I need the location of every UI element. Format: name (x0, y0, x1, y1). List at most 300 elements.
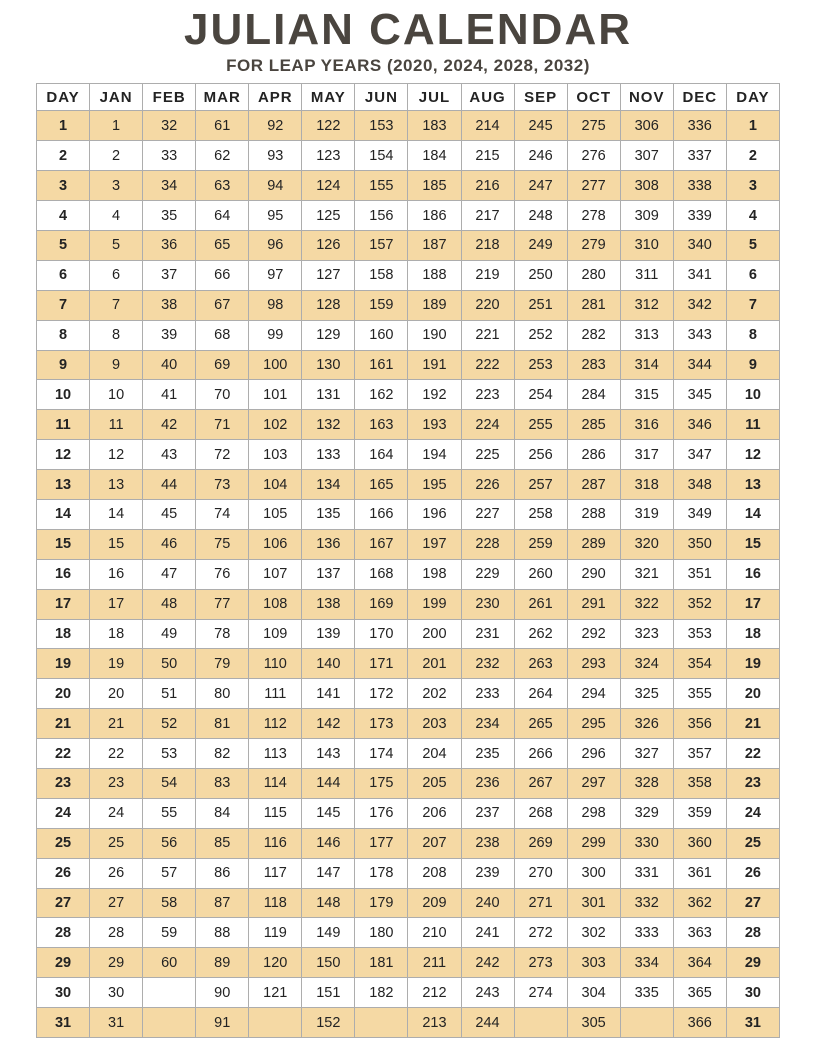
julian-value-cell: 360 (673, 828, 726, 858)
julian-value-cell: 349 (673, 499, 726, 529)
day-cell: 26 (37, 858, 90, 888)
julian-value-cell: 281 (567, 290, 620, 320)
julian-value-cell: 101 (249, 380, 302, 410)
julian-value-cell: 261 (514, 589, 567, 619)
julian-value-cell: 346 (673, 410, 726, 440)
julian-value-cell: 158 (355, 260, 408, 290)
julian-value-cell: 189 (408, 290, 461, 320)
julian-value-cell: 74 (196, 499, 249, 529)
julian-value-cell: 92 (249, 111, 302, 141)
julian-value-cell: 25 (90, 828, 143, 858)
julian-value-cell: 89 (196, 948, 249, 978)
table-row (37, 918, 780, 948)
julian-value-cell: 3 (90, 171, 143, 201)
table-row (37, 440, 780, 470)
julian-value-cell: 97 (249, 260, 302, 290)
julian-value-cell: 32 (143, 111, 196, 141)
julian-value-cell: 12 (90, 440, 143, 470)
julian-value-cell: 298 (567, 798, 620, 828)
julian-value-cell: 233 (461, 679, 514, 709)
julian-value-cell: 304 (567, 978, 620, 1008)
julian-value-cell: 187 (408, 230, 461, 260)
julian-value-cell: 318 (620, 470, 673, 500)
julian-value-cell: 210 (408, 918, 461, 948)
julian-value-cell: 136 (302, 529, 355, 559)
julian-value-cell: 317 (620, 440, 673, 470)
julian-value-cell: 314 (620, 350, 673, 380)
julian-value-cell: 13 (90, 470, 143, 500)
julian-value-cell: 6 (90, 260, 143, 290)
julian-value-cell: 131 (302, 380, 355, 410)
julian-value-cell: 264 (514, 679, 567, 709)
day-cell: 17 (726, 589, 779, 619)
julian-value-cell: 242 (461, 948, 514, 978)
julian-value-cell: 91 (196, 1008, 249, 1038)
julian-value-cell: 37 (143, 260, 196, 290)
julian-value-cell: 86 (196, 858, 249, 888)
julian-value-cell: 193 (408, 410, 461, 440)
day-cell: 23 (37, 768, 90, 798)
julian-value-cell (620, 1008, 673, 1038)
julian-value-cell: 278 (567, 201, 620, 231)
julian-value-cell: 333 (620, 918, 673, 948)
day-cell: 25 (37, 828, 90, 858)
julian-value-cell: 275 (567, 111, 620, 141)
julian-value-cell: 325 (620, 679, 673, 709)
julian-value-cell: 134 (302, 470, 355, 500)
day-cell: 20 (37, 679, 90, 709)
julian-value-cell: 115 (249, 798, 302, 828)
julian-value-cell: 290 (567, 559, 620, 589)
julian-value-cell: 96 (249, 230, 302, 260)
day-cell: 10 (37, 380, 90, 410)
julian-value-cell: 311 (620, 260, 673, 290)
julian-value-cell: 168 (355, 559, 408, 589)
julian-value-cell: 236 (461, 768, 514, 798)
julian-value-cell: 328 (620, 768, 673, 798)
julian-value-cell: 213 (408, 1008, 461, 1038)
julian-value-cell: 347 (673, 440, 726, 470)
julian-value-cell: 155 (355, 171, 408, 201)
julian-value-cell: 139 (302, 619, 355, 649)
julian-value-cell: 345 (673, 380, 726, 410)
julian-value-cell: 90 (196, 978, 249, 1008)
julian-value-cell: 296 (567, 739, 620, 769)
julian-value-cell: 231 (461, 619, 514, 649)
table-row (37, 470, 780, 500)
table-row (37, 948, 780, 978)
julian-value-cell: 61 (196, 111, 249, 141)
julian-value-cell: 176 (355, 798, 408, 828)
julian-value-cell: 81 (196, 709, 249, 739)
table-row (37, 230, 780, 260)
julian-value-cell: 241 (461, 918, 514, 948)
julian-value-cell: 112 (249, 709, 302, 739)
julian-value-cell: 8 (90, 320, 143, 350)
julian-value-cell: 316 (620, 410, 673, 440)
day-cell: 5 (726, 230, 779, 260)
julian-value-cell: 166 (355, 499, 408, 529)
julian-value-cell: 38 (143, 290, 196, 320)
julian-value-cell: 199 (408, 589, 461, 619)
julian-value-cell: 107 (249, 559, 302, 589)
day-cell: 12 (37, 440, 90, 470)
julian-value-cell: 350 (673, 529, 726, 559)
julian-value-cell: 104 (249, 470, 302, 500)
julian-value-cell: 224 (461, 410, 514, 440)
julian-value-cell: 272 (514, 918, 567, 948)
julian-value-cell: 324 (620, 649, 673, 679)
julian-value-cell: 225 (461, 440, 514, 470)
julian-value-cell: 2 (90, 141, 143, 171)
julian-value-cell: 251 (514, 290, 567, 320)
julian-value-cell: 65 (196, 230, 249, 260)
julian-value-cell: 362 (673, 888, 726, 918)
column-header: AUG (461, 84, 514, 111)
julian-value-cell: 343 (673, 320, 726, 350)
table-body (37, 111, 780, 1038)
julian-value-cell: 36 (143, 230, 196, 260)
julian-value-cell: 117 (249, 858, 302, 888)
julian-value-cell: 111 (249, 679, 302, 709)
julian-value-cell: 284 (567, 380, 620, 410)
day-cell: 18 (37, 619, 90, 649)
julian-value-cell: 132 (302, 410, 355, 440)
day-cell: 7 (726, 290, 779, 320)
julian-value-cell: 175 (355, 768, 408, 798)
julian-value-cell: 330 (620, 828, 673, 858)
julian-value-cell: 126 (302, 230, 355, 260)
julian-value-cell: 56 (143, 828, 196, 858)
julian-value-cell: 306 (620, 111, 673, 141)
julian-value-cell: 246 (514, 141, 567, 171)
julian-value-cell: 277 (567, 171, 620, 201)
day-cell: 6 (726, 260, 779, 290)
julian-value-cell: 182 (355, 978, 408, 1008)
julian-value-cell: 221 (461, 320, 514, 350)
julian-value-cell: 357 (673, 739, 726, 769)
column-header: DEC (673, 84, 726, 111)
day-cell: 9 (726, 350, 779, 380)
julian-value-cell: 295 (567, 709, 620, 739)
day-cell: 9 (37, 350, 90, 380)
day-cell: 3 (37, 171, 90, 201)
julian-value-cell: 201 (408, 649, 461, 679)
julian-value-cell: 180 (355, 918, 408, 948)
julian-value-cell: 244 (461, 1008, 514, 1038)
julian-value-cell: 162 (355, 380, 408, 410)
table-row (37, 649, 780, 679)
julian-value-cell: 329 (620, 798, 673, 828)
julian-value-cell: 196 (408, 499, 461, 529)
julian-value-cell: 23 (90, 768, 143, 798)
table-row (37, 141, 780, 171)
julian-value-cell: 100 (249, 350, 302, 380)
julian-value-cell: 58 (143, 888, 196, 918)
julian-value-cell (514, 1008, 567, 1038)
julian-value-cell: 294 (567, 679, 620, 709)
julian-value-cell: 30 (90, 978, 143, 1008)
julian-value-cell: 334 (620, 948, 673, 978)
julian-value-cell: 149 (302, 918, 355, 948)
julian-value-cell: 124 (302, 171, 355, 201)
julian-value-cell: 354 (673, 649, 726, 679)
julian-calendar-table (36, 83, 780, 1038)
julian-value-cell: 320 (620, 529, 673, 559)
table-row (37, 320, 780, 350)
julian-value-cell: 327 (620, 739, 673, 769)
column-header: APR (249, 84, 302, 111)
table-row (37, 858, 780, 888)
day-cell: 14 (726, 499, 779, 529)
julian-value-cell: 150 (302, 948, 355, 978)
julian-value-cell: 106 (249, 529, 302, 559)
julian-value-cell: 140 (302, 649, 355, 679)
julian-value-cell: 364 (673, 948, 726, 978)
julian-value-cell: 154 (355, 141, 408, 171)
julian-value-cell: 262 (514, 619, 567, 649)
julian-value-cell: 46 (143, 529, 196, 559)
julian-value-cell: 28 (90, 918, 143, 948)
day-cell: 19 (37, 649, 90, 679)
julian-value-cell: 190 (408, 320, 461, 350)
table-row (37, 888, 780, 918)
julian-value-cell: 356 (673, 709, 726, 739)
julian-value-cell: 70 (196, 380, 249, 410)
julian-value-cell: 238 (461, 828, 514, 858)
julian-value-cell: 215 (461, 141, 514, 171)
julian-value-cell: 279 (567, 230, 620, 260)
julian-value-cell: 16 (90, 559, 143, 589)
day-cell: 20 (726, 679, 779, 709)
table-row (37, 589, 780, 619)
julian-value-cell: 313 (620, 320, 673, 350)
julian-value-cell: 102 (249, 410, 302, 440)
julian-value-cell: 146 (302, 828, 355, 858)
julian-value-cell: 179 (355, 888, 408, 918)
julian-value-cell: 77 (196, 589, 249, 619)
julian-value-cell: 340 (673, 230, 726, 260)
julian-value-cell: 331 (620, 858, 673, 888)
julian-value-cell: 110 (249, 649, 302, 679)
julian-value-cell: 226 (461, 470, 514, 500)
julian-value-cell: 105 (249, 499, 302, 529)
table-row (37, 410, 780, 440)
julian-value-cell: 302 (567, 918, 620, 948)
table-row (37, 798, 780, 828)
julian-value-cell: 10 (90, 380, 143, 410)
julian-value-cell: 71 (196, 410, 249, 440)
julian-value-cell: 280 (567, 260, 620, 290)
julian-value-cell: 26 (90, 858, 143, 888)
julian-value-cell: 336 (673, 111, 726, 141)
julian-value-cell: 78 (196, 619, 249, 649)
table-row (37, 171, 780, 201)
column-header: MAR (196, 84, 249, 111)
day-cell: 30 (37, 978, 90, 1008)
table-row (37, 828, 780, 858)
julian-value-cell: 245 (514, 111, 567, 141)
julian-value-cell: 4 (90, 201, 143, 231)
julian-value-cell: 18 (90, 619, 143, 649)
julian-value-cell: 52 (143, 709, 196, 739)
day-cell: 13 (37, 470, 90, 500)
julian-value-cell: 31 (90, 1008, 143, 1038)
table-row (37, 260, 780, 290)
julian-value-cell: 157 (355, 230, 408, 260)
julian-value-cell: 286 (567, 440, 620, 470)
julian-value-cell: 252 (514, 320, 567, 350)
julian-value-cell: 153 (355, 111, 408, 141)
day-cell: 24 (37, 798, 90, 828)
julian-value-cell: 161 (355, 350, 408, 380)
day-cell: 23 (726, 768, 779, 798)
julian-value-cell: 212 (408, 978, 461, 1008)
julian-value-cell: 144 (302, 768, 355, 798)
julian-value-cell: 271 (514, 888, 567, 918)
julian-value-cell: 291 (567, 589, 620, 619)
julian-value-cell: 143 (302, 739, 355, 769)
day-cell: 29 (726, 948, 779, 978)
julian-value-cell: 289 (567, 529, 620, 559)
page-subtitle: FOR LEAP YEARS (2020, 2024, 2028, 2032) (226, 56, 590, 76)
julian-value-cell: 181 (355, 948, 408, 978)
julian-value-cell: 76 (196, 559, 249, 589)
julian-value-cell: 128 (302, 290, 355, 320)
julian-value-cell: 197 (408, 529, 461, 559)
julian-value-cell: 342 (673, 290, 726, 320)
table-row (37, 290, 780, 320)
julian-value-cell: 219 (461, 260, 514, 290)
julian-value-cell: 120 (249, 948, 302, 978)
julian-value-cell: 45 (143, 499, 196, 529)
julian-value-cell: 274 (514, 978, 567, 1008)
julian-value-cell: 40 (143, 350, 196, 380)
julian-value-cell: 265 (514, 709, 567, 739)
julian-value-cell: 72 (196, 440, 249, 470)
day-cell: 25 (726, 828, 779, 858)
julian-value-cell: 164 (355, 440, 408, 470)
julian-value-cell: 35 (143, 201, 196, 231)
julian-value-cell: 339 (673, 201, 726, 231)
julian-value-cell: 167 (355, 529, 408, 559)
day-cell: 1 (37, 111, 90, 141)
julian-value-cell: 293 (567, 649, 620, 679)
day-cell: 28 (37, 918, 90, 948)
julian-value-cell: 19 (90, 649, 143, 679)
julian-value-cell: 85 (196, 828, 249, 858)
julian-value-cell: 15 (90, 529, 143, 559)
table-row (37, 201, 780, 231)
julian-value-cell: 129 (302, 320, 355, 350)
julian-value-cell: 194 (408, 440, 461, 470)
table-row (37, 709, 780, 739)
julian-value-cell: 299 (567, 828, 620, 858)
julian-value-cell: 83 (196, 768, 249, 798)
julian-value-cell: 335 (620, 978, 673, 1008)
julian-value-cell: 268 (514, 798, 567, 828)
julian-value-cell: 174 (355, 739, 408, 769)
day-cell: 30 (726, 978, 779, 1008)
julian-value-cell: 172 (355, 679, 408, 709)
table-row (37, 768, 780, 798)
page-title: JULIAN CALENDAR (184, 5, 632, 54)
julian-value-cell: 165 (355, 470, 408, 500)
day-cell: 2 (726, 141, 779, 171)
day-cell: 21 (726, 709, 779, 739)
julian-value-cell (355, 1008, 408, 1038)
julian-value-cell: 248 (514, 201, 567, 231)
julian-value-cell: 29 (90, 948, 143, 978)
julian-value-cell: 344 (673, 350, 726, 380)
julian-value-cell: 118 (249, 888, 302, 918)
julian-value-cell: 276 (567, 141, 620, 171)
julian-value-cell: 147 (302, 858, 355, 888)
julian-value-cell: 312 (620, 290, 673, 320)
julian-value-cell: 309 (620, 201, 673, 231)
day-cell: 5 (37, 230, 90, 260)
column-header: DAY (37, 84, 90, 111)
julian-value-cell: 310 (620, 230, 673, 260)
julian-value-cell: 169 (355, 589, 408, 619)
table-row (37, 679, 780, 709)
julian-value-cell: 1 (90, 111, 143, 141)
julian-value-cell: 195 (408, 470, 461, 500)
julian-value-cell: 240 (461, 888, 514, 918)
julian-value-cell: 142 (302, 709, 355, 739)
julian-value-cell: 93 (249, 141, 302, 171)
day-cell: 29 (37, 948, 90, 978)
julian-value-cell: 227 (461, 499, 514, 529)
julian-value-cell: 217 (461, 201, 514, 231)
julian-value-cell: 266 (514, 739, 567, 769)
julian-value-cell: 365 (673, 978, 726, 1008)
julian-value-cell: 247 (514, 171, 567, 201)
day-cell: 21 (37, 709, 90, 739)
julian-value-cell: 103 (249, 440, 302, 470)
julian-value-cell: 119 (249, 918, 302, 948)
julian-value-cell: 348 (673, 470, 726, 500)
day-cell: 2 (37, 141, 90, 171)
julian-value-cell: 338 (673, 171, 726, 201)
julian-value-cell: 249 (514, 230, 567, 260)
julian-value-cell: 192 (408, 380, 461, 410)
julian-value-cell: 214 (461, 111, 514, 141)
julian-value-cell: 14 (90, 499, 143, 529)
julian-value-cell: 230 (461, 589, 514, 619)
julian-value-cell: 121 (249, 978, 302, 1008)
table-row (37, 1008, 780, 1038)
column-header: FEB (143, 84, 196, 111)
julian-value-cell (143, 1008, 196, 1038)
julian-value-cell: 122 (302, 111, 355, 141)
julian-value-cell: 287 (567, 470, 620, 500)
day-cell: 19 (726, 649, 779, 679)
julian-value-cell: 79 (196, 649, 249, 679)
julian-value-cell: 211 (408, 948, 461, 978)
julian-value-cell: 267 (514, 768, 567, 798)
julian-value-cell: 159 (355, 290, 408, 320)
julian-value-cell: 11 (90, 410, 143, 440)
day-cell: 31 (37, 1008, 90, 1038)
julian-value-cell: 152 (302, 1008, 355, 1038)
julian-value-cell: 283 (567, 350, 620, 380)
julian-value-cell: 127 (302, 260, 355, 290)
julian-value-cell: 53 (143, 739, 196, 769)
day-cell: 22 (726, 739, 779, 769)
julian-value-cell: 297 (567, 768, 620, 798)
day-cell: 6 (37, 260, 90, 290)
